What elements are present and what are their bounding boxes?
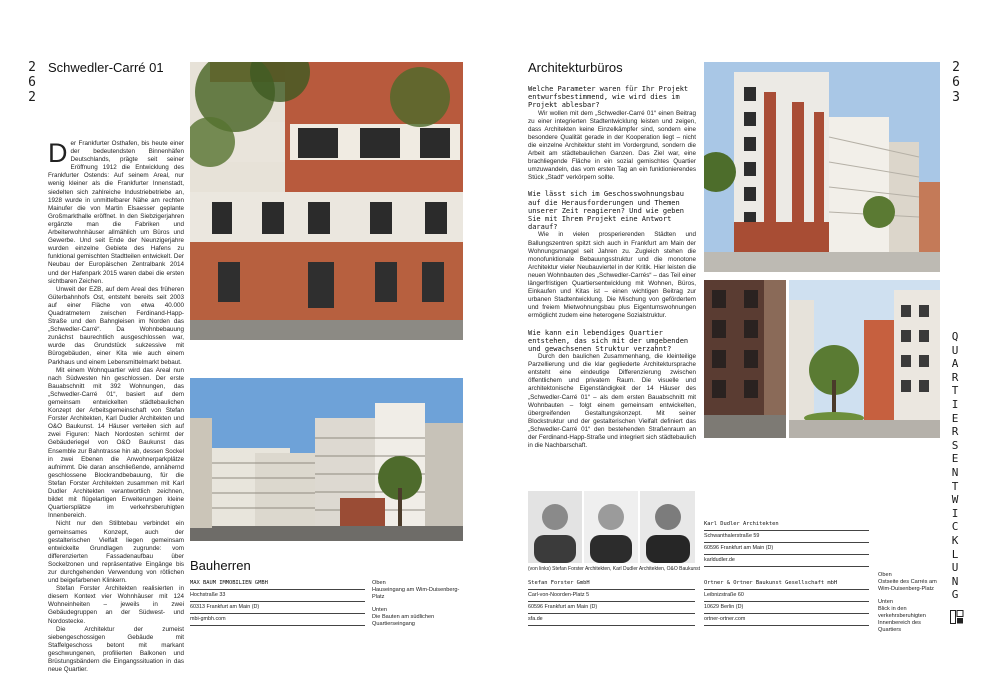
photo-inner-courtyard-left: [704, 280, 786, 438]
office-website[interactable]: karldudler.de: [704, 555, 869, 567]
photo-east-side: [704, 62, 940, 272]
office-street: Carl-von-Noorden-Platz 5: [528, 590, 695, 602]
vertical-label-letter: U: [951, 561, 959, 575]
client-street: Hochstraße 33: [190, 590, 365, 602]
vertical-label-letter: T: [951, 384, 959, 398]
office-name: Stefan Forster GmbH: [528, 578, 695, 590]
page-number-digit: 6: [28, 75, 36, 90]
interview-answer: Wir wollen mit dem „Schwedler-Carré 01“ einen Beitrag zu einer integrierten Stadtentwicklung leisten und zeigen, dass Architekten keine Einzelkämpfer sind, sondern eine besondere Qualität gerade in der Kooperation liegt – nicht die einzelne Architektur steht im Vordergrund, sondern die Arbeit am städtebaulichen Ganzen. Das Ziel war, eine brachliegende Fläche in ein sozial gemischtes Quartier umzuwandeln, das vom ersten Tag an ein funktionierendes Stück „Stadt“ verkörpern sollte.: [528, 109, 696, 182]
vertical-label-letter: T: [951, 479, 959, 493]
office-name: Ortner & Ortner Baukunst Gesellschaft mbH: [704, 578, 869, 590]
office-street: Leibnizstraße 60: [704, 590, 869, 602]
paragraph: Unweit der EZB, auf dem Areal des früheren Güterbahnhofs Ost, entsteht bereits seit 2003 auf einer Fläche von etwa 40.000 Quadratmetern zwischen Ferdinand-Happ-Straße und den Bahngleisen im Norden das „Schwedler-Carré“. Da Wohnbebauung zunächst baurechtlich ausgeschlossen war, wurde das Grundstück sukzessive mit Bürogebäuden, einer Kita wie auch einem Parkhaus und einem Lebensmittelmarkt bebaut.: [48, 285, 184, 366]
interview-question: Welche Parameter waren für Ihr Projekt entwurfsbestimmend, wie wird dies im Projekt ablesbar?: [528, 85, 689, 110]
paragraph: Die Architektur der zumeist siebengeschossigen Gebäude mit Staffelgeschoss betont mit markant geschwungenen, profilierten Balkonen und Brüstungsbändern die Eingangssituation in das neue Quartier.: [48, 625, 184, 674]
vertical-label-letter: R: [951, 370, 959, 384]
page-number-digit: 6: [952, 75, 960, 90]
client-city: 60313 Frankfurt am Main (D): [190, 602, 365, 614]
vertical-label-letter: S: [951, 438, 959, 452]
portrait-photo: [584, 491, 638, 563]
portrait-photo: [640, 491, 695, 563]
interview-question: Wie kann ein lebendiges Quartier entstehen, das sich mit der umgebenden und gewachsenen Struktur verzahnt?: [528, 328, 689, 353]
paragraph: Nicht nur den Stilbtebau verbindet ein gemeinsames Konzept, auch der gestalterischen Vielfalt liegen gemeinsam entwickelte Grundlagen zugrunde: vom differenzierten Fassadenaufbau über Sockelzonen und repräsentative Eingänge bis zur durchgehenden Verwendung von rötlichen und beigefarbenen Klinkern.: [48, 520, 184, 585]
interview-answer: Durch den baulichen Zusammenhang, die kleinteilige Parzellierung und die klar gegliederte Architektursprache entsteht eine eindeutige Differenzierung zwischen öffentlichem und privatem Raum. Die visuelle und architektonische Eigenständigkeit der 14 Häuser des „Schwedler-Carré 01“ – als dem ersten Bauabschnitt mit Wohnbauten – folgt einem gemeinsam entwickelten, übergreifenden Gestaltungskonzept. Mit seiner Blockstruktur und der gestalterischen Vielfalt definiert das „Schwedler-Carré 01“ den bestehenden Straßenraum an der Ferdinand-Happ-Straße und integriert sich städtebaulich in die Nachbarschaft.: [528, 353, 696, 450]
page-number-digit: 3: [952, 90, 960, 105]
office-table-forster: [528, 578, 695, 626]
article-body-column: [48, 140, 184, 674]
office-city: 60596 Frankfurt am Main (D): [528, 602, 695, 614]
vertical-label-letter: R: [951, 425, 959, 439]
office-street: Schwanthalerstraße 59: [704, 531, 869, 543]
caption-text-top: Hauseingang am Wim-Duisenberg-Platz: [372, 587, 460, 600]
portrait-caption: (von links) Stefan Forster Architekten, Karl Dudler Architekten, O&O Baukunst: [528, 566, 701, 572]
page-number-right: [950, 60, 962, 105]
office-city: 10629 Berlin (D): [704, 602, 869, 614]
vertical-label-letter: I: [951, 397, 959, 411]
client-name: MAX BAUM IMMOBILIEN GMBH: [190, 578, 365, 590]
caption-text-bottom: Blick in den verkehrsberuhigten Innenbereich des Quartiers: [878, 606, 926, 633]
interview-title: Architekturbüros: [528, 60, 623, 75]
architect-portraits: [528, 491, 695, 563]
vertical-label-letter: E: [951, 411, 959, 425]
office-website[interactable]: ortner-ortner.com: [704, 614, 869, 626]
caption-text-top: Ostseite des Carrés am Wim-Duisenberg-Platz: [878, 579, 937, 592]
intro-text: er Frankfurter Osthafen, bis heute einer der bedeutendsten Binnenhäfen Deutschlands, prägte seit seiner Eröffnung 1912 die Entwicklung des Frankfurter Ostends: Auf seinem Areal, nur wenig kleiner als die Frankfurter Innenstadt, siedelten sich zahlreiche Industriebetriebe an, 1928 wurde in unmittelbarer Nähe am rechten Mainufer die von Martin Elsaesser geplante Großmarkthalle eröffnet. In den Siebzigerjahren ergänzte man die Fabriken und Arbeiterwohnhäuser allmählich um Büros und Gewerbe. Und seit Ende der Neunzigerjahre wurden einzelne Gebiete des Hafens zu funktional gemischten Stadtteilen entwickelt. Der Neubau der Europäischen Zentralbank 2014 und der Hafenpark 2015 waren dabei die ersten sichtbaren Zeichen.: [48, 140, 184, 285]
intro-paragraph: [48, 140, 184, 286]
office-table-ortner: [704, 578, 869, 626]
office-website[interactable]: sfa.de: [528, 614, 695, 626]
interview-column: [528, 85, 696, 450]
paragraph: Stefan Forster Architekten realisierten in diesem Kontext vier Wohnhäuser mit 124 Wohneinheiten – jeweils in zwei Gebäudegruppen an der Südwest- und Nordostecke.: [48, 585, 184, 625]
section-title-bauherren: Bauherren: [190, 558, 251, 573]
vertical-label-letter: N: [951, 574, 959, 588]
office-name: Karl Dudler Architekten: [704, 519, 869, 531]
vertical-label-letter: N: [951, 465, 959, 479]
vertical-label-letter: G: [951, 588, 959, 602]
page-number-digit: 2: [28, 90, 36, 105]
page-number-digit: 2: [952, 60, 960, 75]
vertical-label-letter: K: [951, 533, 959, 547]
section-label-vertical: [948, 330, 962, 602]
caption-text-bottom: Die Bauten am südlichen Quartierseingang: [372, 614, 435, 627]
caption-label-top: Oben: [878, 572, 892, 578]
photo-southern-entrance: [190, 378, 463, 541]
vertical-label-letter: U: [951, 343, 959, 357]
vertical-label-letter: C: [951, 520, 959, 534]
caption-label-top: Oben: [372, 580, 386, 586]
office-table-dudler: [704, 519, 869, 567]
client-website[interactable]: mbi-gmbh.com: [190, 614, 365, 626]
interview-question: Wie lässt sich im Geschosswohnungsbau auf die Herausforderungen und Themen unserer Zeit reagieren? Und wie geben Sie mit Ihrem Projekt eine Antwort darauf?: [528, 190, 684, 232]
vertical-label-letter: I: [951, 506, 959, 520]
client-address-table: [190, 578, 365, 626]
caption-label-bottom: Unten: [878, 599, 893, 605]
office-city: 60596 Frankfurt am Main (D): [704, 543, 869, 555]
vertical-label-letter: L: [951, 547, 959, 561]
page-number-left: [26, 60, 38, 105]
magazine-logo-icon: [950, 610, 964, 624]
caption-label-bottom: Unten: [372, 607, 387, 613]
dropcap: D: [48, 138, 68, 168]
paragraph: Mit einem Wohnquartier wird das Areal nun nach Südwesten hin geschlossen. Der erste Bauabschnitt mit 392 Wohnungen, das „Schwedler-Carré 01“, basiert auf dem gemeinsam entwickelten städtebaulichen Konzept der Arbeitsgemeinschaft von Stefan Forster Architekten, Karl Dudler Architekten und O&O Baukunst. 14 Häuser verteilen sich auf zwei Figuren: Nach Nordosten schirmt der Gebäuderiegel von O&O Baukunst das Ensemble zur Bahntrasse hin ab, dessen Sockel in zwei Ebenen die Anwohnerparkplätze aufnimmt. Die daran anschließende, annähernd geschlossene Blockrandbebauung, für die Stefan Forster Architekten zusammen mit Karl Dudler Architekten verantwortlich zeichnen, bildet mit flügelartigen Erweiterungen kleine Quartiersplätze im verkehrsberuhigten Innenbereich.: [48, 366, 184, 520]
photo-inner-courtyard-right: [789, 280, 940, 438]
photo-house-entrance: [190, 62, 463, 340]
interview-answer: Wie in vielen prosperierenden Städten und Ballungszentren spitzt sich auch in Frankfurt am Main der Wohnungsmangel seit Jahren zu. Zugleich stehen die monofunktionale Bebauungsstruktur und die monotone Architektur vieler Neubauviertel in der Kritik. Hier leisten die neuen Wohnbauten des „Schwedler-Carrés“ – das Teil einer längerfristigen Quartiersentwicklung mit Wohnen, Büros, Einkaufen und Kitas ist – einen wichtigen Beitrag zur urbanen Stadtentwicklung. Die Mischung von gefördertem und freiem Mietwohnungsbau plus Eigentumswohnungen ermöglicht zudem eine heterogene Sozialstruktur.: [528, 231, 696, 320]
page-number-digit: 2: [28, 60, 36, 75]
vertical-label-letter: A: [951, 357, 959, 371]
vertical-label-letter: E: [951, 452, 959, 466]
portrait-photo: [528, 491, 582, 563]
left-captions: [372, 580, 462, 628]
vertical-label-letter: Q: [951, 330, 959, 343]
vertical-label-letter: W: [951, 493, 959, 507]
right-captions: [878, 572, 940, 634]
article-title: Schwedler-Carré 01: [48, 60, 164, 75]
